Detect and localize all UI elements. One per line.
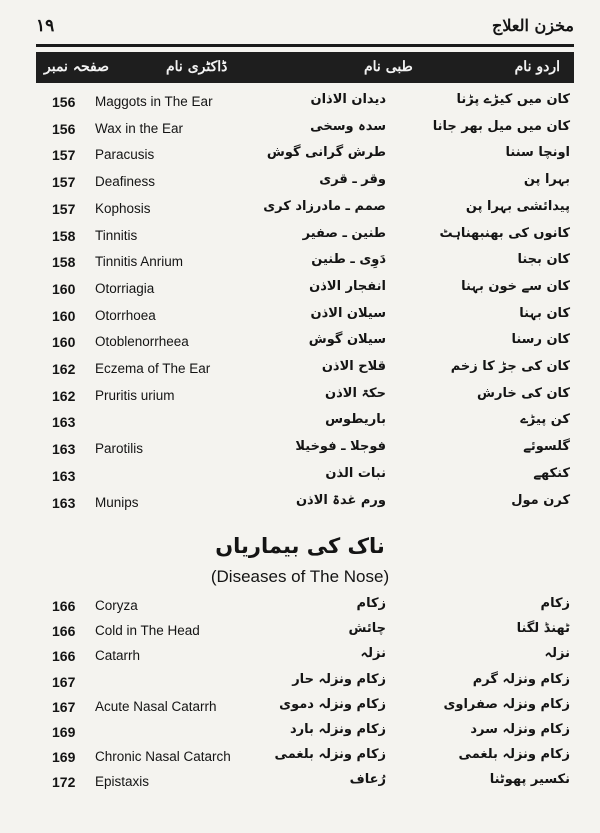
page-number-cell: 158 — [52, 254, 76, 271]
doctor-name-cell: Otoblenorrheea — [95, 334, 189, 350]
tibbi-name-cell: سیلان گوش — [308, 332, 386, 348]
table-row — [0, 305, 600, 327]
section-title-english: (Diseases of The Nose) — [210, 567, 390, 586]
urdu-name-cell: کن پیڑے — [520, 412, 570, 428]
urdu-name-cell: کان میں کیڑے پڑنا — [456, 92, 570, 107]
urdu-name-cell: نزلہ — [544, 646, 570, 662]
table-row — [0, 144, 600, 166]
urdu-name-cell: زکام ونزلہ بلغمی — [458, 747, 570, 763]
page-number-cell: 167 — [52, 673, 76, 690]
header-urdu-name-column: اردو نام — [514, 59, 560, 75]
page-number-cell: 169 — [52, 749, 76, 766]
header-doctor-name-column: ڈاکٹری نام — [166, 59, 228, 75]
table-row — [0, 645, 600, 667]
page-number-cell: 163 — [52, 494, 76, 511]
tibbi-name-cell: وقر ـ قری — [319, 172, 386, 188]
urdu-name-cell: پیدائشی بہرا پن — [465, 198, 570, 214]
doctor-name-cell: Maggots in The Ear — [95, 94, 213, 109]
urdu-name-cell: کان بجنا — [517, 252, 570, 268]
tibbi-name-cell: زکام — [356, 596, 386, 611]
urdu-name-cell: کان کی خارش — [477, 385, 570, 401]
doctor-name-cell: Chronic Nasal Catarch — [95, 749, 231, 765]
table-row — [0, 118, 600, 140]
tibbi-name-cell: زکام ونزلہ دموی — [279, 696, 386, 712]
doctor-name-cell: Catarrh — [95, 648, 141, 664]
page-number-cell: 169 — [52, 724, 76, 740]
urdu-name-cell: زکام ونزلہ گرم — [472, 671, 570, 687]
tibbi-name-cell: قلاح الاذن — [321, 359, 386, 374]
doctor-name-cell: Otorriagia — [95, 280, 155, 296]
page-number-cell: 156 — [52, 94, 76, 110]
urdu-name-cell: اونچا سننا — [505, 145, 570, 161]
tibbi-name-cell: باریطوس — [325, 412, 386, 428]
page-number-cell: 166 — [52, 648, 76, 665]
doctor-name-cell: Paracusis — [95, 147, 155, 163]
tibbi-name-cell: رُعاف — [349, 772, 386, 788]
table-row — [0, 721, 600, 743]
page-number-cell: 162 — [52, 361, 76, 377]
urdu-name-cell: کان رسنا — [511, 332, 570, 348]
doctor-name-cell: Deafiness — [95, 174, 156, 190]
doctor-name-cell: Otorrhoea — [95, 307, 156, 323]
table-row — [0, 225, 600, 247]
page-number-cell: 158 — [52, 227, 76, 244]
tibbi-name-cell: نزلہ — [360, 646, 386, 662]
urdu-name-cell: کنکھے — [533, 465, 570, 481]
doctor-name-cell: Epistaxis — [95, 774, 150, 790]
doctor-name-cell: Wax in the Ear — [95, 120, 184, 136]
page-number-cell: 160 — [52, 280, 76, 297]
tibbi-name-cell: زکام ونزلہ بارد — [290, 722, 386, 737]
doctor-name-cell: Kophosis — [95, 200, 151, 216]
urdu-name-cell: نکسیر پھوٹنا — [489, 772, 570, 788]
tibbi-name-cell: نبات الذن — [325, 465, 386, 481]
tibbi-name-cell: حکۃ الاذن — [325, 385, 386, 401]
tibbi-name-cell: سیلان الاذن — [310, 305, 386, 321]
page-number-cell: 157 — [52, 200, 76, 217]
doctor-name-cell: Munips — [95, 494, 139, 510]
header-page-column: صفحہ نمبر — [44, 59, 110, 75]
tibbi-name-cell: فوجلا ـ فوخیلا — [295, 439, 386, 455]
table-row — [0, 492, 600, 514]
urdu-name-cell: زکام — [540, 596, 570, 611]
page-number-cell: 163 — [52, 441, 76, 458]
table-row — [0, 91, 600, 113]
page-number-cell: 160 — [52, 334, 76, 351]
table-row — [0, 696, 600, 718]
page-number-cell: 163 — [52, 414, 76, 431]
table-row — [0, 331, 600, 353]
doctor-name-cell: Cold in The Head — [95, 623, 200, 639]
doctor-name-cell: Tinnitis Anrium — [95, 254, 184, 270]
table-row — [0, 595, 600, 617]
tibbi-name-cell: انفجار الاذن — [309, 278, 386, 294]
tibbi-name-cell: زکام ونزلہ بلغمی — [274, 747, 386, 763]
table-row — [0, 771, 600, 793]
table-row — [0, 438, 600, 460]
page-number-cell: 162 — [52, 387, 76, 404]
table-row — [0, 385, 600, 407]
tibbi-name-cell: طنین ـ صفیر — [302, 225, 386, 241]
tibbi-name-cell: زکام ونزلہ حار — [292, 671, 386, 687]
urdu-name-cell: کان میں میل بھر جانا — [432, 118, 570, 134]
table-row — [0, 358, 600, 380]
tibbi-name-cell: سدہ وسخی — [310, 118, 386, 134]
section-title-urdu: ناک کی بیماریاں — [215, 534, 385, 558]
table-row — [0, 171, 600, 193]
page-number-cell: 167 — [52, 698, 76, 715]
urdu-name-cell: کرن مول — [511, 492, 570, 508]
page-number-cell: 157 — [52, 174, 76, 191]
doctor-name-cell: Parotilis — [95, 441, 144, 457]
page-number: ۱۹ — [36, 16, 55, 36]
table-row — [0, 278, 600, 300]
table-row — [0, 465, 600, 487]
urdu-name-cell: کان کی جڑ کا زخم — [450, 359, 570, 374]
book-title: مخزن العلاج — [492, 16, 574, 35]
table-row — [0, 251, 600, 273]
table-row — [0, 411, 600, 433]
tibbi-name-cell: دَوِی ـ طنین — [311, 252, 386, 268]
table-row — [0, 746, 600, 768]
doctor-name-cell: Pruritis urium — [95, 387, 175, 403]
urdu-name-cell: کان بہنا — [519, 305, 570, 321]
urdu-name-cell: زکام ونزلہ صفراوی — [443, 696, 570, 712]
urdu-name-cell: زکام ونزلہ سرد — [470, 722, 570, 737]
urdu-name-cell: کانوں کی بھنبھناہٹ — [439, 225, 570, 241]
doctor-name-cell: Coryza — [95, 598, 138, 613]
doctor-name-cell: Tinnitis — [95, 227, 138, 243]
header-tibbi-name-column: طبی نام — [364, 59, 413, 75]
page-number-cell: 166 — [52, 598, 76, 614]
urdu-name-cell: گلسوئے — [523, 439, 570, 455]
page-number-cell: 157 — [52, 147, 76, 164]
doctor-name-cell: Acute Nasal Catarrh — [95, 698, 217, 714]
urdu-name-cell: بہرا پن — [523, 172, 570, 188]
table-row — [0, 198, 600, 220]
page-number-cell: 163 — [52, 467, 76, 484]
tibbi-name-cell: چائش — [348, 621, 386, 637]
urdu-name-cell: ٹھنڈ لگنا — [516, 621, 570, 637]
page-number-cell: 166 — [52, 623, 76, 640]
urdu-name-cell: کان سے خون بہنا — [461, 278, 570, 294]
tibbi-name-cell: طرش گرانی گوش — [266, 145, 386, 161]
table-header — [36, 52, 574, 83]
table-row — [0, 671, 600, 693]
tibbi-name-cell: صمم ـ مادرزاد کری — [263, 198, 386, 214]
doctor-name-cell: Eczema of The Ear — [95, 361, 211, 376]
header-rule — [36, 44, 574, 47]
page-number-cell: 160 — [52, 307, 76, 324]
page-number-cell: 156 — [52, 120, 76, 137]
tibbi-name-cell: ورم غدۃ الاذن — [295, 492, 386, 508]
table-row — [0, 620, 600, 642]
page-number-cell: 172 — [52, 774, 76, 791]
tibbi-name-cell: دیدان الاذان — [310, 92, 386, 107]
